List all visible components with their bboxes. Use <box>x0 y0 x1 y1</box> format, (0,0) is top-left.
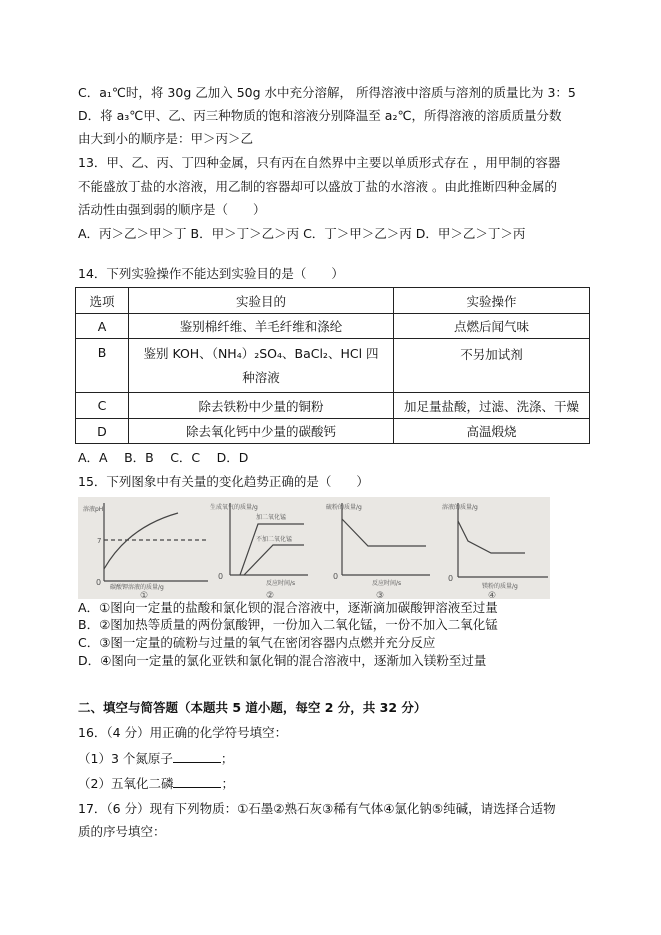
q14-stem: 14．下列实验操作不能达到实验目的是（ ） <box>78 266 344 281</box>
table-cell: 除去氧化钙中少量的碳酸钙 <box>129 419 394 444</box>
table-row <box>76 339 590 393</box>
table-cell: 鉴别棉纤维、羊毛纤维和涤纶 <box>129 314 394 339</box>
table-cell: C <box>76 393 129 419</box>
q16-stem: 16．（4 分）用正确的化学符号填空： <box>78 725 288 740</box>
q14-table <box>75 287 590 444</box>
table-cell: A <box>76 314 129 339</box>
table-cell: 加足量盐酸，过滤、洗涤、干燥 <box>394 393 590 419</box>
q16-part-2-label: （2）五氧化二磷 <box>78 776 174 791</box>
table-cell: 除去铁粉中少量的铜粉 <box>129 393 394 419</box>
q13-stem-3: 活动性由强到弱的顺序是（ ） <box>78 202 266 217</box>
table-cell: 点燃后闻气味 <box>394 314 590 339</box>
table-row <box>76 314 590 339</box>
q15-option-b: B．②图加热等质量的两份氯酸钾，一份加入二氧化锰，一份不加入二氧化锰 <box>78 617 498 632</box>
table-cell: 高温煅烧 <box>394 419 590 444</box>
table-header-cell: 选项 <box>76 288 129 314</box>
mark-label: 7 <box>97 537 102 545</box>
q16-part-1-label: （1）3 个氮原子 <box>78 751 173 766</box>
answer-blank[interactable] <box>173 750 221 763</box>
q15-figures <box>78 497 550 599</box>
semicolon: ； <box>220 751 234 766</box>
series-label: 不加二氧化锰 <box>256 536 293 543</box>
figure-number: ③ <box>376 591 385 599</box>
curve <box>342 519 426 546</box>
q13-options: A．丙＞乙＞甲＞丁 B．甲＞丁＞乙＞丙 C．丁＞甲＞乙＞丙 D．甲＞乙＞丁＞丙 <box>78 226 526 241</box>
answer-blank[interactable] <box>173 775 221 788</box>
q13-stem-2: 不能盛放丁盐的水溶液，用乙制的容器却可以盛放丁盐的水溶液 。由此推断四种金属的 <box>78 179 557 194</box>
q16-part-1 <box>78 750 233 767</box>
curve-with-mno2 <box>240 524 304 575</box>
figure-number: ② <box>266 591 275 599</box>
y-label: 溶液pH <box>83 506 104 513</box>
curve <box>104 513 178 569</box>
curve-without-mno2 <box>244 545 304 575</box>
q15-option-a: A．①图向一定量的盐酸和氯化钡的混合溶液中，逐渐滴加碳酸钾溶液至过量 <box>78 600 498 615</box>
x-label: 镁粉的质量/g <box>482 583 518 590</box>
q13-stem: 13．甲、乙、丙、丁四种金属，只有丙在自然界中主要以单质形式存在 ，用甲制的容器 <box>78 155 561 170</box>
q16-part-2 <box>78 775 234 792</box>
x-label: 反应时间/s <box>266 580 296 587</box>
x-label: 碳酸钾溶液的质量/g <box>110 584 164 591</box>
figure-3 <box>326 503 430 599</box>
table-cell: 不另加试剂 <box>394 339 590 393</box>
q12-option-d: D．将 a₃℃甲、乙、丙三种物质的饱和溶液分别降温至 a₂℃，所得溶液的溶质质量分数 <box>78 108 562 123</box>
table-cell: D <box>76 419 129 444</box>
semicolon: ； <box>221 776 234 791</box>
table-cell: 鉴别 KOH、（NH₄）₂SO₄、BaCl₂、HCl 四种溶液 <box>129 339 394 393</box>
figure-1 <box>83 503 208 599</box>
y-label: 生成氧气的质量/g <box>210 504 258 511</box>
figure-number: ① <box>140 591 149 599</box>
series-label: 加二氧化锰 <box>256 514 287 521</box>
figure-2 <box>210 503 308 599</box>
origin-label: 0 <box>333 572 339 581</box>
table-row <box>76 393 590 419</box>
origin-label: 0 <box>448 574 454 583</box>
q15-option-d: D．④图向一定量的氯化亚铁和氯化铜的混合溶液中，逐渐加入镁粉至过量 <box>78 653 487 668</box>
figure-number: ④ <box>488 591 497 599</box>
y-label: 硫粉的质量/g <box>326 504 362 511</box>
origin-label: 0 <box>218 572 224 581</box>
table-header <box>76 288 590 314</box>
q12-option-c: C．a₁℃时，将 30g 乙加入 50g 水中充分溶解， 所得溶液中溶质与溶剂的质量比为 3：5 <box>78 85 576 100</box>
section-2-title: 二、填空与简答题（本题共 5 道小题，每空 2 分，共 32 分） <box>78 700 427 715</box>
table-header-cell: 实验操作 <box>394 288 590 314</box>
table-row <box>76 419 590 444</box>
q14-options: A．A B．B C．C D．D <box>78 450 249 465</box>
table-cell: B <box>76 339 129 393</box>
y-label: 溶液的质量/g <box>442 504 478 511</box>
q17-stem-2: 质的序号填空： <box>78 824 166 839</box>
q12-option-d-cont: 由大到小的顺序是：甲＞丙＞乙 <box>78 131 254 146</box>
curve <box>458 521 525 553</box>
q15-option-c: C．③图一定量的硫粉与过量的氧气在密闭容器内点燃并充分反应 <box>78 635 436 650</box>
table-header-cell: 实验目的 <box>129 288 394 314</box>
q17-stem: 17．（6 分）现有下列物质：①石墨②熟石灰③稀有气体④氯化钠⑤纯碱，请选择合适物 <box>78 801 556 816</box>
q15-stem: 15．下列图象中有关量的变化趋势正确的是（ ） <box>78 474 369 489</box>
x-label: 反应时间/s <box>372 580 402 587</box>
figure-4 <box>442 503 548 599</box>
origin-label: 0 <box>96 578 102 587</box>
